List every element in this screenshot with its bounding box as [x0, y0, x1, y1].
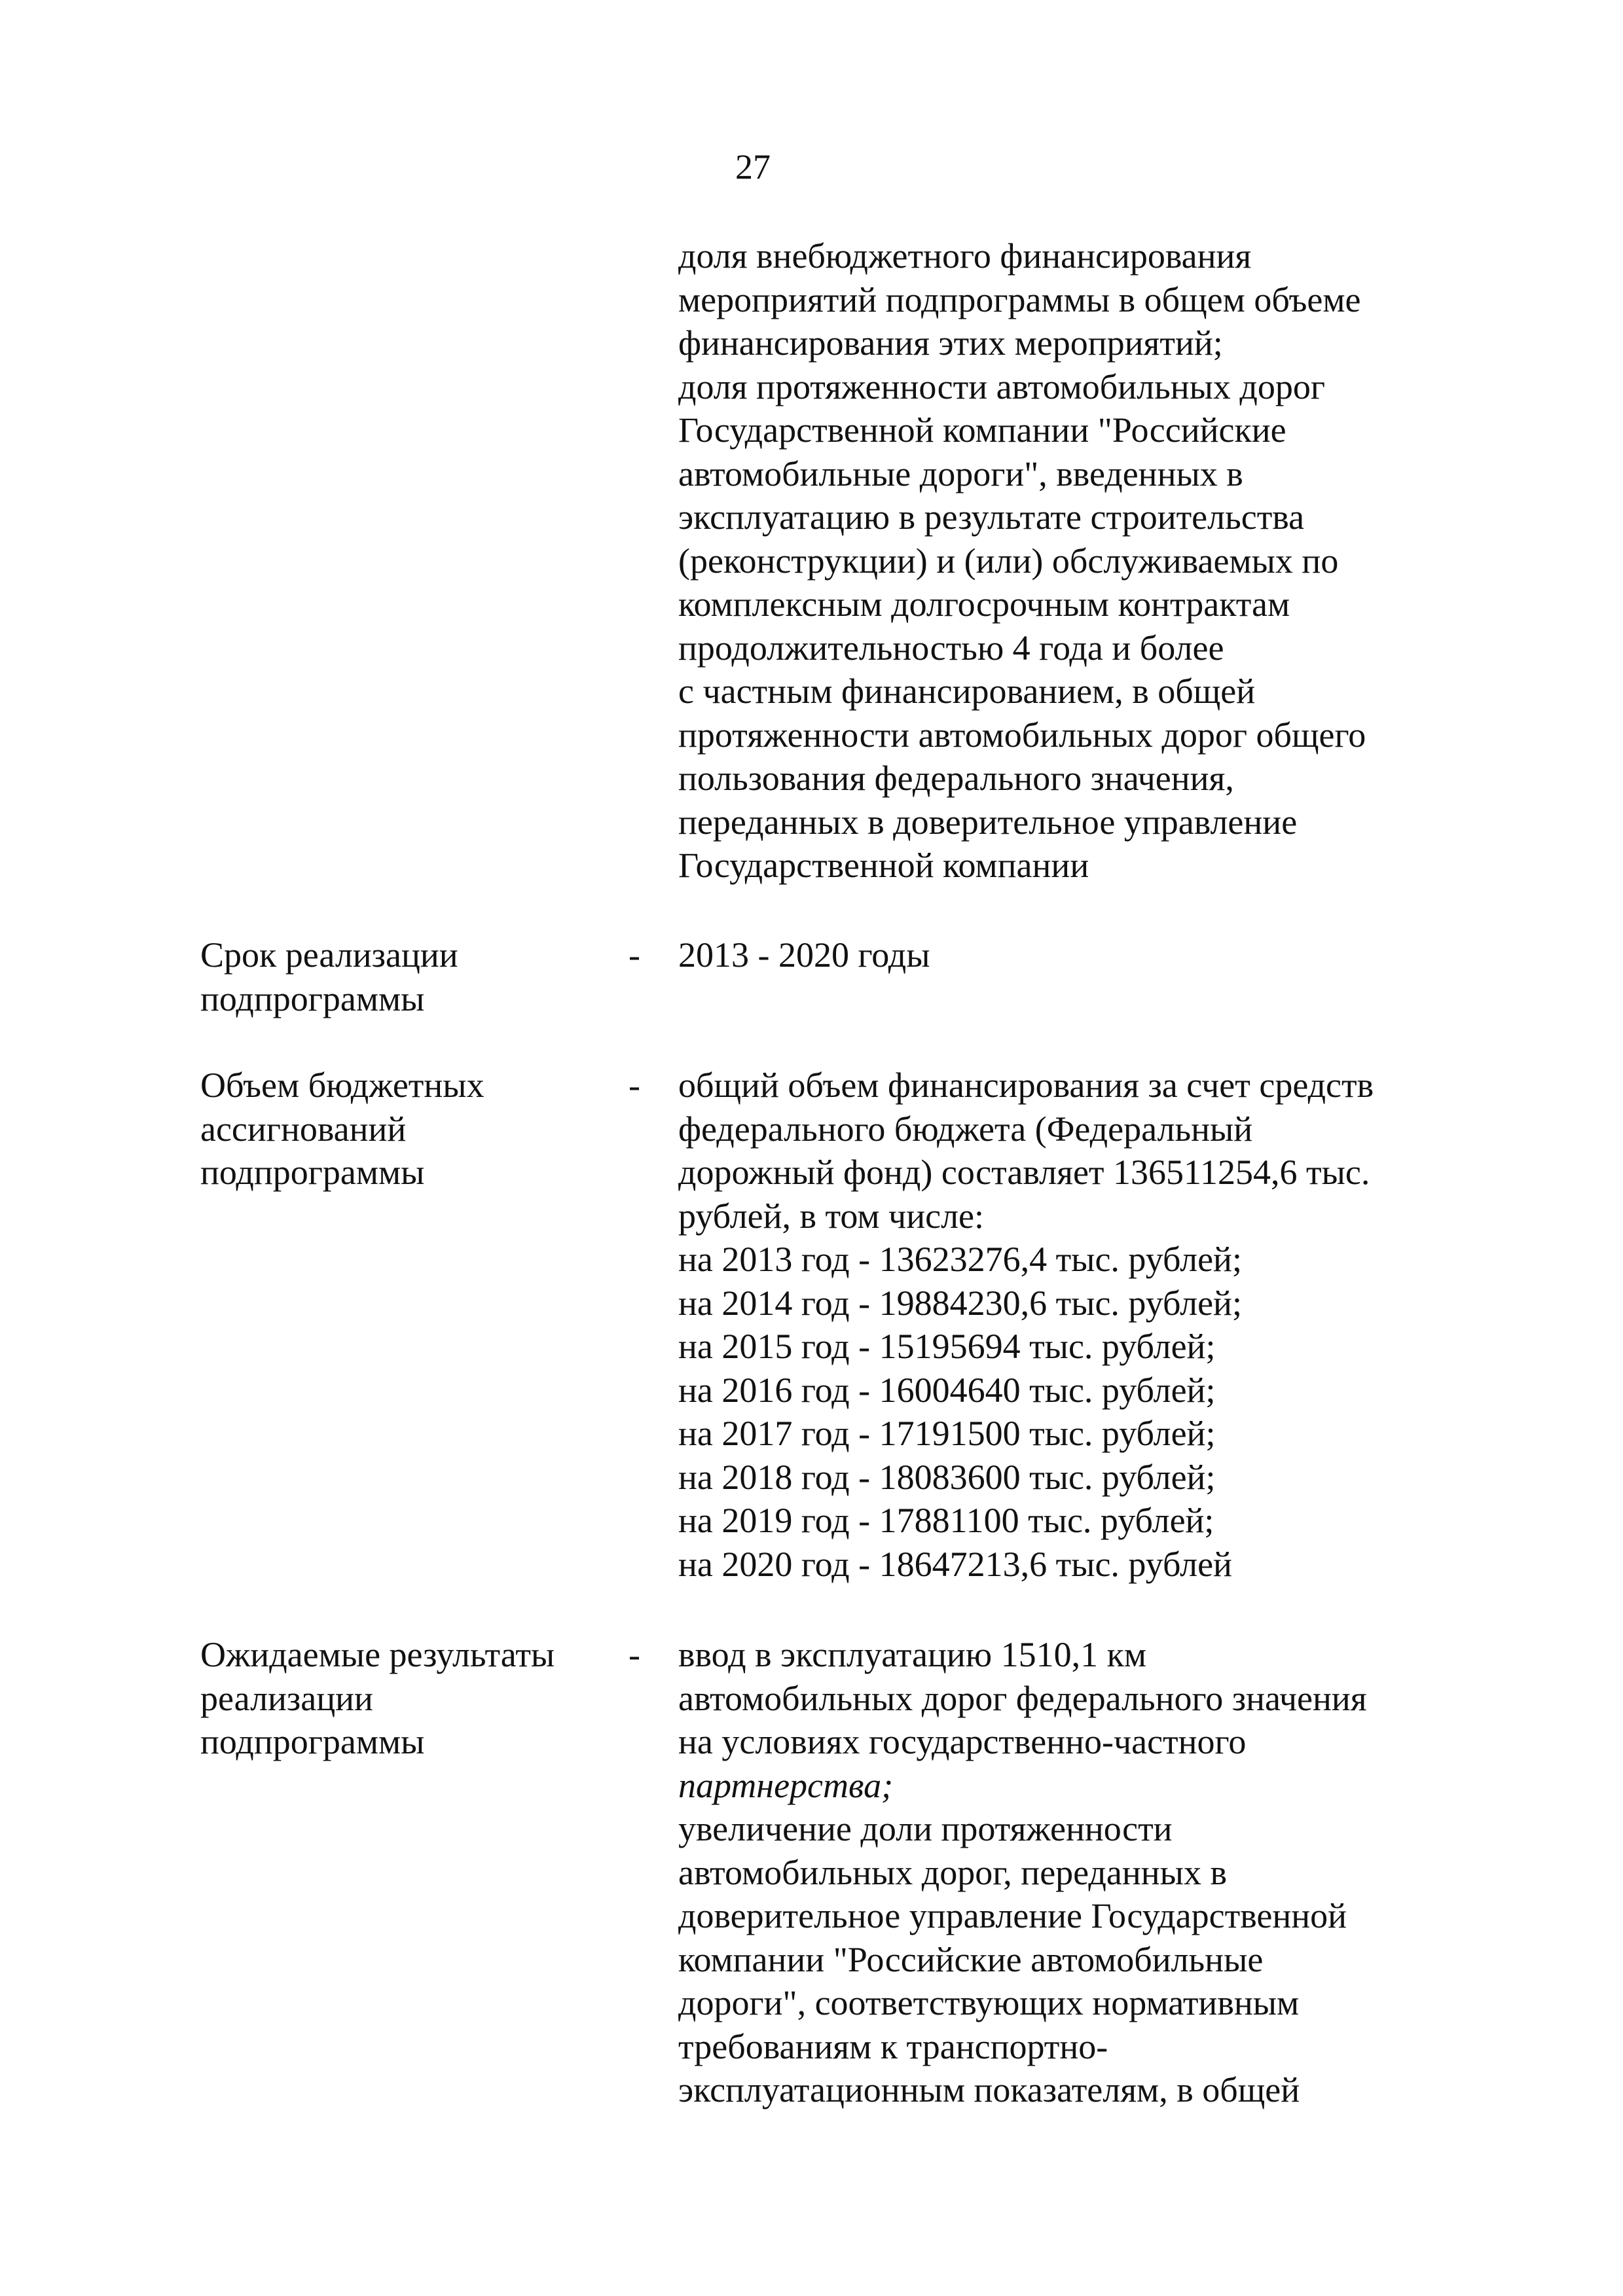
label-line: подпрограммы	[200, 1722, 425, 1761]
results-dash: -	[629, 1635, 640, 1674]
value-line: ввод в эксплуатацию 1510,1 км	[678, 1635, 1147, 1674]
value-line: автомобильных дорог, переданных в	[678, 1852, 1227, 1892]
value-line: на 2020 год - 18647213,6 тыс. рублей	[678, 1544, 1232, 1584]
text-line: с частным финансированием, в общей	[678, 672, 1256, 711]
value-line: эксплуатационным показателям, в общей	[678, 2070, 1300, 2109]
label-line: реализации	[200, 1678, 373, 1718]
budget-value	[678, 1064, 1608, 1586]
value-line: компании "Российские автомобильные	[678, 1939, 1264, 1979]
value-line: на 2018 год - 18083600 тыс. рублей;	[678, 1457, 1216, 1497]
text-line: доля внебюджетного финансирования	[678, 236, 1252, 276]
label-line: Срок реализации	[200, 935, 458, 975]
value-line: партнерства;	[678, 1765, 894, 1805]
results-value	[678, 1633, 1608, 2112]
value-line: рублей, в том числе:	[678, 1196, 984, 1236]
text-line: эксплуатацию в результате строительства	[678, 497, 1305, 537]
text-line: мероприятий подпрограммы в общем объеме	[678, 279, 1361, 319]
value-line: автомобильных дорог федерального значения	[678, 1678, 1367, 1718]
page-number: 27	[735, 147, 771, 187]
value-line: общий объем финансирования за счет средств	[678, 1066, 1374, 1105]
results-label	[200, 1633, 619, 1764]
term-dash: -	[629, 935, 640, 975]
label-line: подпрограммы	[200, 1153, 425, 1192]
value-line: на 2016 год - 16004640 тыс. рублей;	[678, 1370, 1216, 1410]
intro-text	[678, 234, 1608, 888]
value-line: требованиям к транспортно-	[678, 2026, 1108, 2066]
text-line: протяженности автомобильных дорог общего	[678, 715, 1366, 755]
text-line: автомобильные дороги", введенных в	[678, 454, 1243, 493]
term-value	[678, 933, 1608, 977]
label-line: Ожидаемые результаты	[200, 1635, 555, 1674]
term-label	[200, 933, 619, 1020]
value-line: на 2015 год - 15195694 тыс. рублей;	[678, 1327, 1216, 1366]
text-line: комплексным долгосрочным контрактам	[678, 584, 1290, 624]
value-line: увеличение доли протяженности	[678, 1809, 1173, 1848]
value-line: на 2013 год - 13623276,4 тыс. рублей;	[678, 1240, 1242, 1279]
label-line: ассигнований	[200, 1109, 407, 1149]
text-line: (реконструкции) и (или) обслуживаемых по	[678, 541, 1339, 581]
value-line: на 2019 год - 17881100 тыс. рублей;	[678, 1501, 1214, 1540]
text-line: финансирования этих мероприятий;	[678, 323, 1223, 363]
text-line: пользования федерального значения,	[678, 759, 1234, 798]
text-line: доля протяженности автомобильных дорог	[678, 367, 1326, 406]
value-line: доверительное управление Государственной	[678, 1896, 1347, 1935]
text-line: продолжительностью 4 года и более	[678, 628, 1224, 668]
value-line: федерального бюджета (Федеральный	[678, 1109, 1253, 1149]
value-line: дорожный фонд) составляет 136511254,6 тыс.	[678, 1153, 1370, 1192]
label-line: Объем бюджетных	[200, 1066, 484, 1105]
text-line: Государственной компании "Российские	[678, 410, 1286, 450]
budget-label	[200, 1064, 619, 1194]
text-line: переданных в доверительное управление	[678, 802, 1298, 842]
value-line: 2013 - 2020 годы	[678, 935, 930, 975]
label-line: подпрограммы	[200, 978, 425, 1018]
value-line: на 2017 год - 17191500 тыс. рублей;	[678, 1414, 1216, 1453]
value-line: на условиях государственно-частного	[678, 1722, 1247, 1761]
text-line: Государственной компании	[678, 846, 1089, 885]
budget-dash: -	[629, 1066, 640, 1105]
value-line: дороги", соответствующих нормативным	[678, 1983, 1300, 2022]
value-line: на 2014 год - 19884230,6 тыс. рублей;	[678, 1283, 1242, 1323]
